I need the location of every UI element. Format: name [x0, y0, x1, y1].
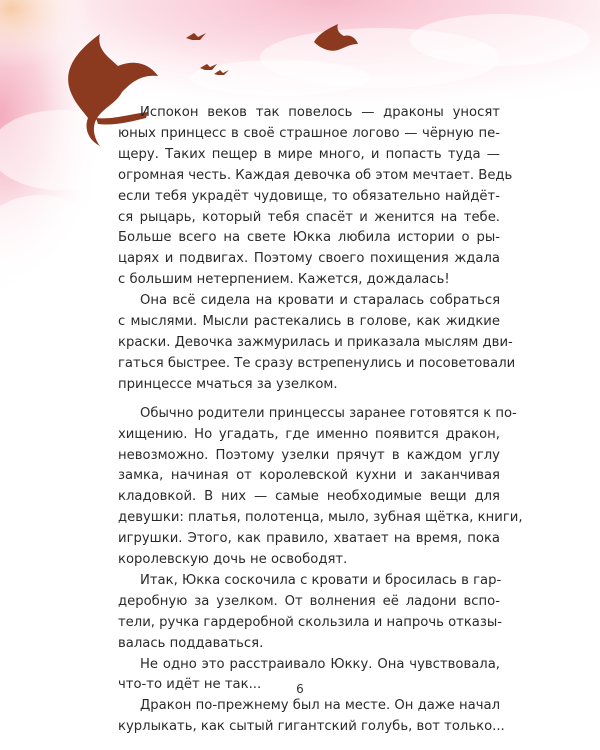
text-line: щеру. Таких пещер в мире много, и попасть туда — [118, 146, 500, 162]
text-line: тели, ручка гардеробной скользила и напрочь отказы- [118, 614, 503, 630]
text-line: с большим нетерпением. Кажется, дождалась! [118, 272, 450, 288]
text-line: курлыкать, как сытый гигантский голубь, вот только... [118, 719, 505, 735]
text-line: валась поддаваться. [118, 635, 264, 651]
text-line: Не одно это расстраивало Юкку. Она чувствовала, [140, 656, 500, 672]
text-line: Она всё сидела на кровати и старалась собраться [140, 293, 500, 309]
paragraph-3 [118, 404, 523, 571]
text-line: Обычно родители принцессы заранее готовятся к по- [140, 405, 517, 421]
text-line: кладовкой. В них — самые необходимые вещи для [118, 489, 500, 505]
story-text [118, 103, 523, 738]
text-line: замка, начиная от королевской кухни и заканчивая [118, 468, 500, 484]
text-line: Дракон по-прежнему был на месте. Он даже начал [140, 698, 500, 714]
text-line: девушки: платья, полотенца, мыло, зубная щётка, книги, [118, 510, 523, 526]
text-line: хищению. Но угадать, где именно появится дракон, [118, 426, 500, 442]
paragraph-2 [118, 291, 516, 396]
text-line: огромная честь. Каждая девочка об этом мечтает. Ведь [118, 167, 513, 183]
page-number: 6 [296, 682, 304, 696]
text-line: если тебя украдёт чудовище, то обязательно найдёт- [118, 188, 500, 204]
paragraph-6 [118, 696, 505, 738]
text-line: невозможно. Поэтому узелки прячут в каждом углу [118, 447, 500, 463]
text-line: Больше всего на свете Юкка любила истории о ры- [118, 230, 500, 246]
text-line: королевскую дочь не освободят. [118, 552, 348, 568]
text-line: Испокон веков так повелось — драконы уносят [140, 105, 500, 120]
text-line: гаться быстрее. Те сразу встрепенулись и посоветовали [118, 355, 516, 371]
text-line: юных принцесс в своё страшное логово — чёрную пе- [118, 125, 500, 141]
text-line: краски. Девочка зажмурилась и приказала мыслям дви- [118, 334, 513, 350]
text-line: принцессе мчаться за узелком. [118, 376, 338, 392]
paragraph-1 [118, 103, 513, 291]
text-line: деробную за узелком. От волнения её ладони вспо- [118, 593, 500, 609]
text-line: игрушки. Этого, как правило, хватает на время, пока [118, 531, 500, 547]
text-line: ся рыцарь, который тебя спасёт и женится на тебе. [118, 209, 500, 225]
paragraph-4 [118, 571, 503, 655]
text-line: что-то идёт не так... [118, 677, 262, 693]
text-line: Итак, Юкка соскочила с кровати и бросилась в гар- [140, 572, 502, 588]
text-line: с мыслями. Мысли растекались в голове, как жидкие [118, 314, 500, 330]
text-line: царях и подвигах. Поэтому своего похищения ждала [118, 251, 500, 267]
